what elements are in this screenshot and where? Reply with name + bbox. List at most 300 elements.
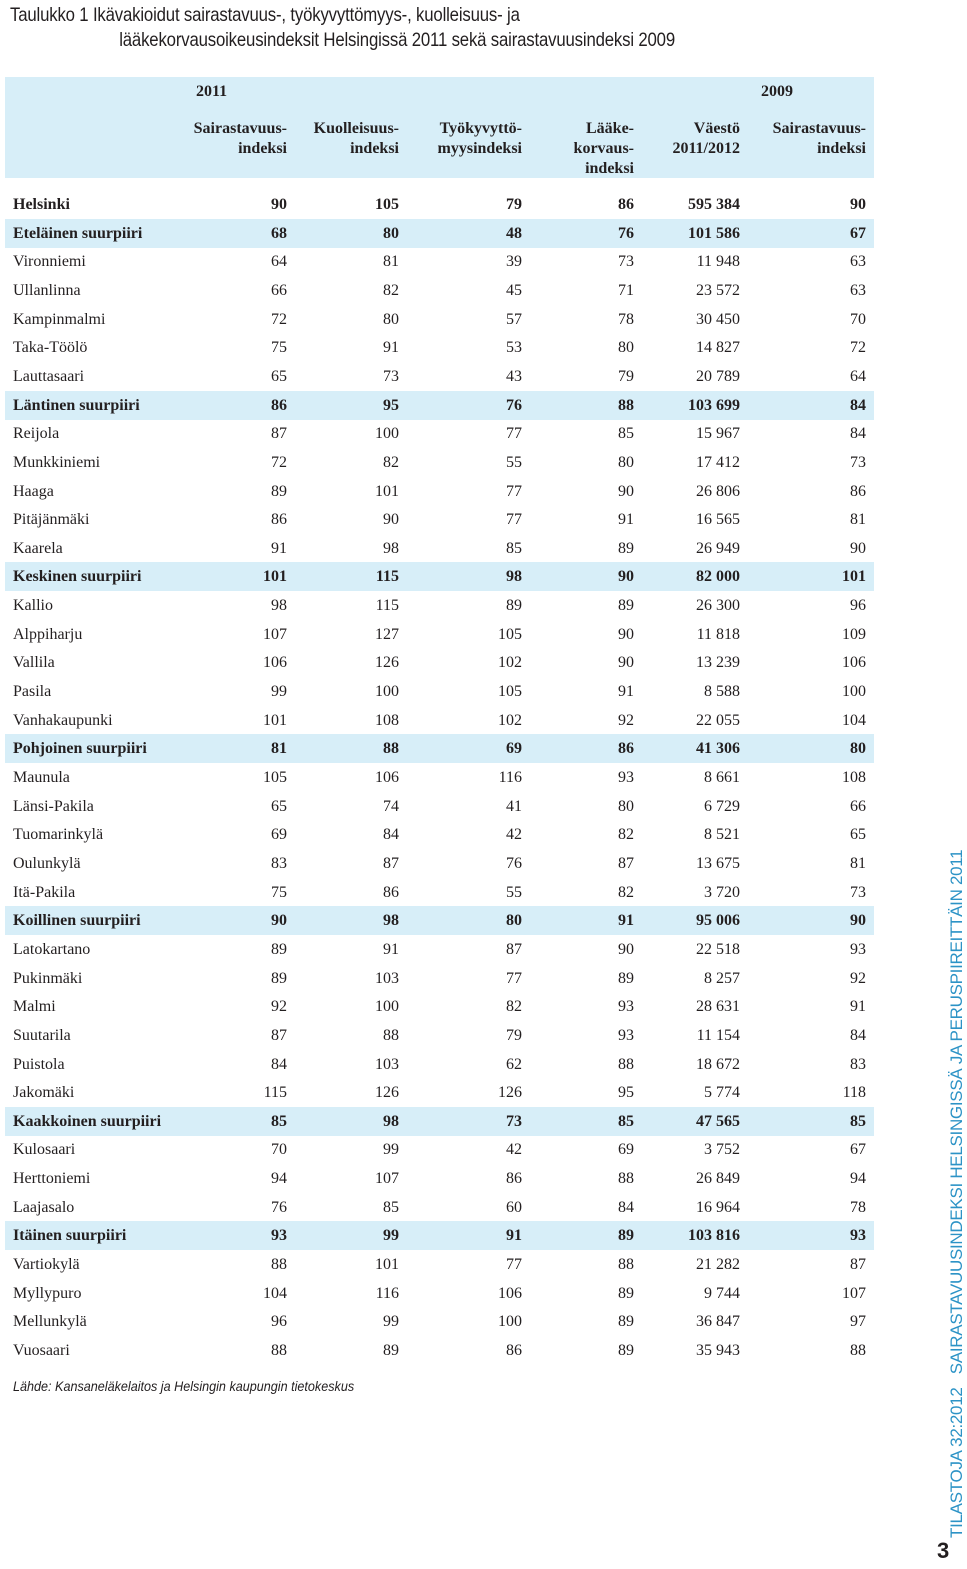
cell-population: 47 565 xyxy=(696,1113,740,1130)
cell-population: 103 816 xyxy=(688,1227,740,1244)
row-area-name: Koillinen suurpiiri xyxy=(13,912,141,929)
cell-mortality-index: 88 xyxy=(383,1027,399,1044)
cell-sickness-index-2009: 101 xyxy=(842,568,866,585)
cell-sickness-index-2011: 101 xyxy=(263,568,287,585)
table-row xyxy=(0,419,960,448)
row-area-name: Tuomarinkylä xyxy=(13,826,104,843)
header-line: indeksi xyxy=(238,140,287,157)
cell-sickness-index-2009: 107 xyxy=(842,1285,866,1302)
row-area-name: Munkkiniemi xyxy=(13,454,101,471)
header-line: Sairastavuus- xyxy=(772,120,866,137)
cell-mortality-index: 108 xyxy=(375,712,399,729)
cell-sickness-index-2009: 84 xyxy=(850,1027,866,1044)
cell-sickness-index-2011: 96 xyxy=(271,1313,287,1330)
cell-mortality-index: 81 xyxy=(383,253,399,270)
cell-medication-index: 91 xyxy=(618,683,634,700)
cell-sickness-index-2009: 100 xyxy=(842,683,866,700)
cell-medication-index: 89 xyxy=(618,1342,634,1359)
row-area-name: Kaarela xyxy=(13,540,63,557)
table-row xyxy=(0,820,960,849)
cell-medication-index: 88 xyxy=(618,1170,634,1187)
row-area-name: Reijola xyxy=(13,425,60,442)
cell-disability-index: 85 xyxy=(506,540,522,557)
cell-population: 26 806 xyxy=(696,483,740,500)
cell-sickness-index-2011: 89 xyxy=(271,970,287,987)
table-row-district xyxy=(0,219,960,248)
cell-disability-index: 39 xyxy=(506,253,522,270)
cell-mortality-index: 100 xyxy=(375,425,399,442)
header-line: Lääke- xyxy=(586,120,634,137)
table-row xyxy=(0,276,960,305)
cell-medication-index: 88 xyxy=(618,1056,634,1073)
cell-mortality-index: 99 xyxy=(383,1141,399,1158)
cell-sickness-index-2009: 104 xyxy=(842,712,866,729)
cell-sickness-index-2009: 73 xyxy=(850,454,866,471)
cell-population: 3 720 xyxy=(704,884,740,901)
cell-population: 30 450 xyxy=(696,311,740,328)
cell-disability-index: 86 xyxy=(506,1342,522,1359)
row-area-name: Pohjoinen suurpiiri xyxy=(13,740,147,757)
cell-disability-index: 77 xyxy=(506,1256,522,1273)
header-line: Sairastavuus- xyxy=(193,120,287,137)
table-row xyxy=(0,1135,960,1164)
cell-sickness-index-2009: 97 xyxy=(850,1313,866,1330)
table-row-district xyxy=(0,906,960,935)
cell-medication-index: 80 xyxy=(618,798,634,815)
cell-medication-index: 89 xyxy=(618,970,634,987)
table-row xyxy=(0,333,960,362)
row-area-name: Kulosaari xyxy=(13,1141,76,1158)
cell-medication-index: 90 xyxy=(618,483,634,500)
cell-sickness-index-2009: 88 xyxy=(850,1342,866,1359)
cell-sickness-index-2009: 64 xyxy=(850,368,866,385)
cell-sickness-index-2011: 90 xyxy=(271,912,287,929)
cell-sickness-index-2011: 72 xyxy=(271,454,287,471)
cell-mortality-index: 74 xyxy=(383,798,399,815)
cell-disability-index: 73 xyxy=(506,1113,522,1130)
cell-sickness-index-2009: 81 xyxy=(850,511,866,528)
cell-sickness-index-2011: 88 xyxy=(271,1256,287,1273)
cell-population: 26 300 xyxy=(696,597,740,614)
table-row xyxy=(0,1078,960,1107)
cell-sickness-index-2009: 108 xyxy=(842,769,866,786)
cell-population: 595 384 xyxy=(688,196,740,213)
table-row xyxy=(0,1307,960,1336)
cell-sickness-index-2009: 83 xyxy=(850,1056,866,1073)
cell-population: 22 518 xyxy=(696,941,740,958)
cell-sickness-index-2011: 99 xyxy=(271,683,287,700)
cell-mortality-index: 86 xyxy=(383,884,399,901)
header-line: indeksi xyxy=(350,140,399,157)
table-row xyxy=(0,1164,960,1193)
cell-disability-index: 45 xyxy=(506,282,522,299)
cell-population: 41 306 xyxy=(696,740,740,757)
cell-disability-index: 43 xyxy=(506,368,522,385)
cell-medication-index: 89 xyxy=(618,540,634,557)
cell-disability-index: 89 xyxy=(506,597,522,614)
cell-disability-index: 86 xyxy=(506,1170,522,1187)
cell-mortality-index: 99 xyxy=(383,1313,399,1330)
table-row-district xyxy=(0,391,960,420)
cell-sickness-index-2011: 65 xyxy=(271,368,287,385)
cell-sickness-index-2011: 75 xyxy=(271,339,287,356)
row-area-name: Itä-Pakila xyxy=(13,884,76,901)
cell-mortality-index: 100 xyxy=(375,683,399,700)
cell-medication-index: 90 xyxy=(618,626,634,643)
cell-population: 13 675 xyxy=(696,855,740,872)
cell-sickness-index-2009: 81 xyxy=(850,855,866,872)
header-sickness-index-2009 xyxy=(716,119,866,159)
cell-sickness-index-2011: 90 xyxy=(271,196,287,213)
cell-disability-index: 100 xyxy=(498,1313,522,1330)
cell-medication-index: 85 xyxy=(618,1113,634,1130)
cell-sickness-index-2011: 66 xyxy=(271,282,287,299)
cell-sickness-index-2009: 84 xyxy=(850,425,866,442)
row-area-name: Maunula xyxy=(13,769,70,786)
cell-medication-index: 88 xyxy=(618,1256,634,1273)
cell-sickness-index-2011: 101 xyxy=(263,712,287,729)
cell-disability-index: 105 xyxy=(498,683,522,700)
table-row xyxy=(0,763,960,792)
cell-sickness-index-2009: 67 xyxy=(850,1141,866,1158)
cell-mortality-index: 88 xyxy=(383,740,399,757)
cell-medication-index: 91 xyxy=(618,912,634,929)
table-row xyxy=(0,648,960,677)
cell-disability-index: 55 xyxy=(506,454,522,471)
cell-mortality-index: 103 xyxy=(375,970,399,987)
row-area-name: Vallila xyxy=(13,654,55,671)
cell-sickness-index-2011: 76 xyxy=(271,1199,287,1216)
cell-sickness-index-2011: 83 xyxy=(271,855,287,872)
table-row xyxy=(0,591,960,620)
cell-population: 3 752 xyxy=(704,1141,740,1158)
cell-population: 11 818 xyxy=(696,626,740,643)
cell-medication-index: 89 xyxy=(618,1313,634,1330)
table-row xyxy=(0,1021,960,1050)
cell-sickness-index-2011: 65 xyxy=(271,798,287,815)
cell-sickness-index-2011: 87 xyxy=(271,425,287,442)
cell-sickness-index-2011: 87 xyxy=(271,1027,287,1044)
cell-disability-index: 77 xyxy=(506,511,522,528)
table-row xyxy=(0,677,960,706)
cell-mortality-index: 73 xyxy=(383,368,399,385)
cell-sickness-index-2009: 96 xyxy=(850,597,866,614)
header-line: indeksi xyxy=(585,160,634,177)
cell-population: 13 239 xyxy=(696,654,740,671)
cell-disability-index: 102 xyxy=(498,712,522,729)
cell-sickness-index-2009: 70 xyxy=(850,311,866,328)
cell-mortality-index: 126 xyxy=(375,1084,399,1101)
cell-medication-index: 82 xyxy=(618,884,634,901)
row-area-name: Vanhakaupunki xyxy=(13,712,113,729)
cell-disability-index: 42 xyxy=(506,826,522,843)
row-area-name: Laajasalo xyxy=(13,1199,75,1216)
cell-medication-index: 93 xyxy=(618,1027,634,1044)
cell-sickness-index-2009: 80 xyxy=(850,740,866,757)
cell-sickness-index-2009: 90 xyxy=(850,540,866,557)
row-area-name: Itäinen suurpiiri xyxy=(13,1227,127,1244)
cell-sickness-index-2009: 109 xyxy=(842,626,866,643)
cell-sickness-index-2009: 94 xyxy=(850,1170,866,1187)
cell-disability-index: 57 xyxy=(506,311,522,328)
cell-medication-index: 71 xyxy=(618,282,634,299)
cell-sickness-index-2009: 91 xyxy=(850,998,866,1015)
cell-population: 8 661 xyxy=(704,769,740,786)
row-area-name: Alppiharju xyxy=(13,626,83,643)
cell-sickness-index-2011: 91 xyxy=(271,540,287,557)
cell-disability-index: 79 xyxy=(506,1027,522,1044)
page-number: 3 xyxy=(937,1538,950,1563)
cell-medication-index: 80 xyxy=(618,454,634,471)
cell-medication-index: 88 xyxy=(618,397,634,414)
title-line-1: Taulukko 1 Ikävakioidut sairastavuus-, työkyvyttömyys-, kuolleisuus- ja xyxy=(10,4,520,26)
cell-population: 16 565 xyxy=(696,511,740,528)
cell-medication-index: 89 xyxy=(618,597,634,614)
cell-sickness-index-2009: 65 xyxy=(850,826,866,843)
row-area-name: Pasila xyxy=(13,683,52,700)
cell-mortality-index: 98 xyxy=(383,1113,399,1130)
cell-disability-index: 77 xyxy=(506,425,522,442)
cell-sickness-index-2011: 84 xyxy=(271,1056,287,1073)
table-row xyxy=(0,964,960,993)
table-row xyxy=(0,477,960,506)
table-row-district xyxy=(0,1221,960,1250)
header-line: indeksi xyxy=(817,140,866,157)
cell-medication-index: 87 xyxy=(618,855,634,872)
cell-population: 17 412 xyxy=(696,454,740,471)
cell-sickness-index-2011: 86 xyxy=(271,397,287,414)
header-line: Työkyvyttö- xyxy=(439,120,522,137)
cell-population: 8 257 xyxy=(704,970,740,987)
row-area-name: Vuosaari xyxy=(13,1342,70,1359)
cell-mortality-index: 107 xyxy=(375,1170,399,1187)
table-row xyxy=(0,849,960,878)
cell-sickness-index-2011: 70 xyxy=(271,1141,287,1158)
cell-sickness-index-2009: 63 xyxy=(850,253,866,270)
cell-medication-index: 78 xyxy=(618,311,634,328)
cell-sickness-index-2011: 88 xyxy=(271,1342,287,1359)
title-line-2: lääkekorvausoikeusindeksit Helsingissä 2011 sekä sairastavuusindeksi 2009 xyxy=(119,29,675,51)
cell-mortality-index: 99 xyxy=(383,1227,399,1244)
row-area-name: Kampinmalmi xyxy=(13,311,106,328)
table-row xyxy=(0,505,960,534)
cell-medication-index: 85 xyxy=(618,425,634,442)
cell-sickness-index-2011: 93 xyxy=(271,1227,287,1244)
cell-disability-index: 126 xyxy=(498,1084,522,1101)
cell-mortality-index: 126 xyxy=(375,654,399,671)
cell-population: 9 744 xyxy=(704,1285,740,1302)
header-line: Kuolleisuus- xyxy=(313,120,399,137)
cell-medication-index: 90 xyxy=(618,941,634,958)
cell-sickness-index-2011: 86 xyxy=(271,511,287,528)
side-prefix: TILASTOJA 32:2012 xyxy=(947,1387,966,1538)
cell-population: 28 631 xyxy=(696,998,740,1015)
cell-sickness-index-2009: 87 xyxy=(850,1256,866,1273)
table-row-district xyxy=(0,562,960,591)
cell-sickness-index-2011: 104 xyxy=(263,1285,287,1302)
cell-population: 20 789 xyxy=(696,368,740,385)
table-row-district xyxy=(0,190,960,219)
cell-disability-index: 91 xyxy=(506,1227,522,1244)
cell-disability-index: 76 xyxy=(506,855,522,872)
cell-sickness-index-2011: 69 xyxy=(271,826,287,843)
cell-mortality-index: 101 xyxy=(375,1256,399,1273)
cell-mortality-index: 103 xyxy=(375,1056,399,1073)
cell-disability-index: 106 xyxy=(498,1285,522,1302)
cell-mortality-index: 91 xyxy=(383,941,399,958)
row-area-name: Länsi-Pakila xyxy=(13,798,94,815)
table-row xyxy=(0,534,960,563)
row-area-name: Latokartano xyxy=(13,941,91,958)
cell-sickness-index-2011: 81 xyxy=(271,740,287,757)
cell-sickness-index-2011: 68 xyxy=(271,225,287,242)
header-line: 2011/2012 xyxy=(672,140,740,157)
cell-sickness-index-2011: 75 xyxy=(271,884,287,901)
cell-mortality-index: 84 xyxy=(383,826,399,843)
cell-population: 35 943 xyxy=(696,1342,740,1359)
cell-sickness-index-2009: 84 xyxy=(850,397,866,414)
cell-sickness-index-2009: 90 xyxy=(850,196,866,213)
cell-disability-index: 53 xyxy=(506,339,522,356)
cell-population: 26 949 xyxy=(696,540,740,557)
cell-disability-index: 41 xyxy=(506,798,522,815)
cell-sickness-index-2011: 72 xyxy=(271,311,287,328)
cell-population: 36 847 xyxy=(696,1313,740,1330)
cell-mortality-index: 101 xyxy=(375,483,399,500)
cell-mortality-index: 82 xyxy=(383,282,399,299)
cell-population: 101 586 xyxy=(688,225,740,242)
cell-mortality-index: 100 xyxy=(375,998,399,1015)
cell-sickness-index-2009: 73 xyxy=(850,884,866,901)
cell-population: 82 000 xyxy=(696,568,740,585)
cell-mortality-index: 115 xyxy=(375,568,399,585)
cell-mortality-index: 95 xyxy=(383,397,399,414)
cell-population: 103 699 xyxy=(688,397,740,414)
cell-sickness-index-2009: 86 xyxy=(850,483,866,500)
header-year-2011: 2011 xyxy=(196,83,228,100)
cell-medication-index: 89 xyxy=(618,1227,634,1244)
side-text: SAIRASTAVUUSINDEKSI HELSINGISSÄ JA PERUSPIIREITTÄIN 2011 xyxy=(947,849,966,1375)
cell-sickness-index-2009: 72 xyxy=(850,339,866,356)
cell-population: 11 948 xyxy=(696,253,740,270)
cell-medication-index: 92 xyxy=(618,712,634,729)
cell-medication-index: 79 xyxy=(618,368,634,385)
row-area-name: Mellunkylä xyxy=(13,1313,87,1330)
cell-medication-index: 95 xyxy=(618,1084,634,1101)
cell-medication-index: 93 xyxy=(618,998,634,1015)
cell-disability-index: 98 xyxy=(506,568,522,585)
row-area-name: Suutarila xyxy=(13,1027,71,1044)
cell-sickness-index-2011: 106 xyxy=(263,654,287,671)
cell-mortality-index: 82 xyxy=(383,454,399,471)
cell-sickness-index-2009: 118 xyxy=(842,1084,866,1101)
cell-disability-index: 82 xyxy=(506,998,522,1015)
cell-mortality-index: 116 xyxy=(375,1285,399,1302)
cell-mortality-index: 87 xyxy=(383,855,399,872)
cell-population: 22 055 xyxy=(696,712,740,729)
row-area-name: Oulunkylä xyxy=(13,855,81,872)
cell-sickness-index-2009: 106 xyxy=(842,654,866,671)
cell-disability-index: 48 xyxy=(506,225,522,242)
cell-population: 8 588 xyxy=(704,683,740,700)
cell-mortality-index: 80 xyxy=(383,225,399,242)
cell-sickness-index-2009: 66 xyxy=(850,798,866,815)
cell-sickness-index-2009: 92 xyxy=(850,970,866,987)
cell-sickness-index-2009: 63 xyxy=(850,282,866,299)
cell-medication-index: 93 xyxy=(618,769,634,786)
row-area-name: Taka-Töölö xyxy=(13,339,88,356)
cell-sickness-index-2009: 78 xyxy=(850,1199,866,1216)
header-line: korvaus- xyxy=(573,140,634,157)
table-row xyxy=(0,1050,960,1079)
row-area-name: Vironniemi xyxy=(13,253,86,270)
table-row xyxy=(0,305,960,334)
cell-sickness-index-2011: 94 xyxy=(271,1170,287,1187)
row-area-name: Puistola xyxy=(13,1056,65,1073)
cell-medication-index: 80 xyxy=(618,339,634,356)
cell-disability-index: 42 xyxy=(506,1141,522,1158)
row-area-name: Myllypuro xyxy=(13,1285,82,1302)
cell-population: 5 774 xyxy=(704,1084,740,1101)
cell-disability-index: 105 xyxy=(498,626,522,643)
row-area-name: Eteläinen suurpiiri xyxy=(13,225,143,242)
table-row-district xyxy=(0,734,960,763)
header-line: Väestö xyxy=(693,120,740,137)
row-area-name: Keskinen suurpiiri xyxy=(13,568,142,585)
cell-disability-index: 69 xyxy=(506,740,522,757)
cell-medication-index: 76 xyxy=(618,225,634,242)
cell-disability-index: 77 xyxy=(506,483,522,500)
cell-population: 15 967 xyxy=(696,425,740,442)
cell-disability-index: 102 xyxy=(498,654,522,671)
cell-disability-index: 79 xyxy=(506,196,522,213)
cell-mortality-index: 115 xyxy=(375,597,399,614)
cell-mortality-index: 105 xyxy=(375,196,399,213)
row-area-name: Lauttasaari xyxy=(13,368,85,385)
cell-mortality-index: 98 xyxy=(383,540,399,557)
table-row xyxy=(0,1336,960,1365)
cell-population: 6 729 xyxy=(704,798,740,815)
table-row xyxy=(0,992,960,1021)
cell-sickness-index-2011: 64 xyxy=(271,253,287,270)
cell-disability-index: 55 xyxy=(506,884,522,901)
cell-mortality-index: 91 xyxy=(383,339,399,356)
table-row xyxy=(0,706,960,735)
table-row xyxy=(0,448,960,477)
table-row xyxy=(0,1279,960,1308)
cell-population: 14 827 xyxy=(696,339,740,356)
table-row xyxy=(0,362,960,391)
cell-medication-index: 91 xyxy=(618,511,634,528)
cell-disability-index: 116 xyxy=(498,769,522,786)
row-area-name: Vartiokylä xyxy=(13,1256,80,1273)
header-year-2009: 2009 xyxy=(761,83,793,100)
cell-sickness-index-2009: 93 xyxy=(850,1227,866,1244)
cell-mortality-index: 89 xyxy=(383,1342,399,1359)
cell-medication-index: 69 xyxy=(618,1141,634,1158)
cell-sickness-index-2011: 107 xyxy=(263,626,287,643)
cell-population: 18 672 xyxy=(696,1056,740,1073)
cell-medication-index: 84 xyxy=(618,1199,634,1216)
row-area-name: Haaga xyxy=(13,483,54,500)
cell-population: 23 572 xyxy=(696,282,740,299)
cell-population: 16 964 xyxy=(696,1199,740,1216)
cell-population: 95 006 xyxy=(696,912,740,929)
cell-sickness-index-2009: 85 xyxy=(850,1113,866,1130)
cell-sickness-index-2011: 105 xyxy=(263,769,287,786)
cell-disability-index: 80 xyxy=(506,912,522,929)
cell-mortality-index: 127 xyxy=(375,626,399,643)
